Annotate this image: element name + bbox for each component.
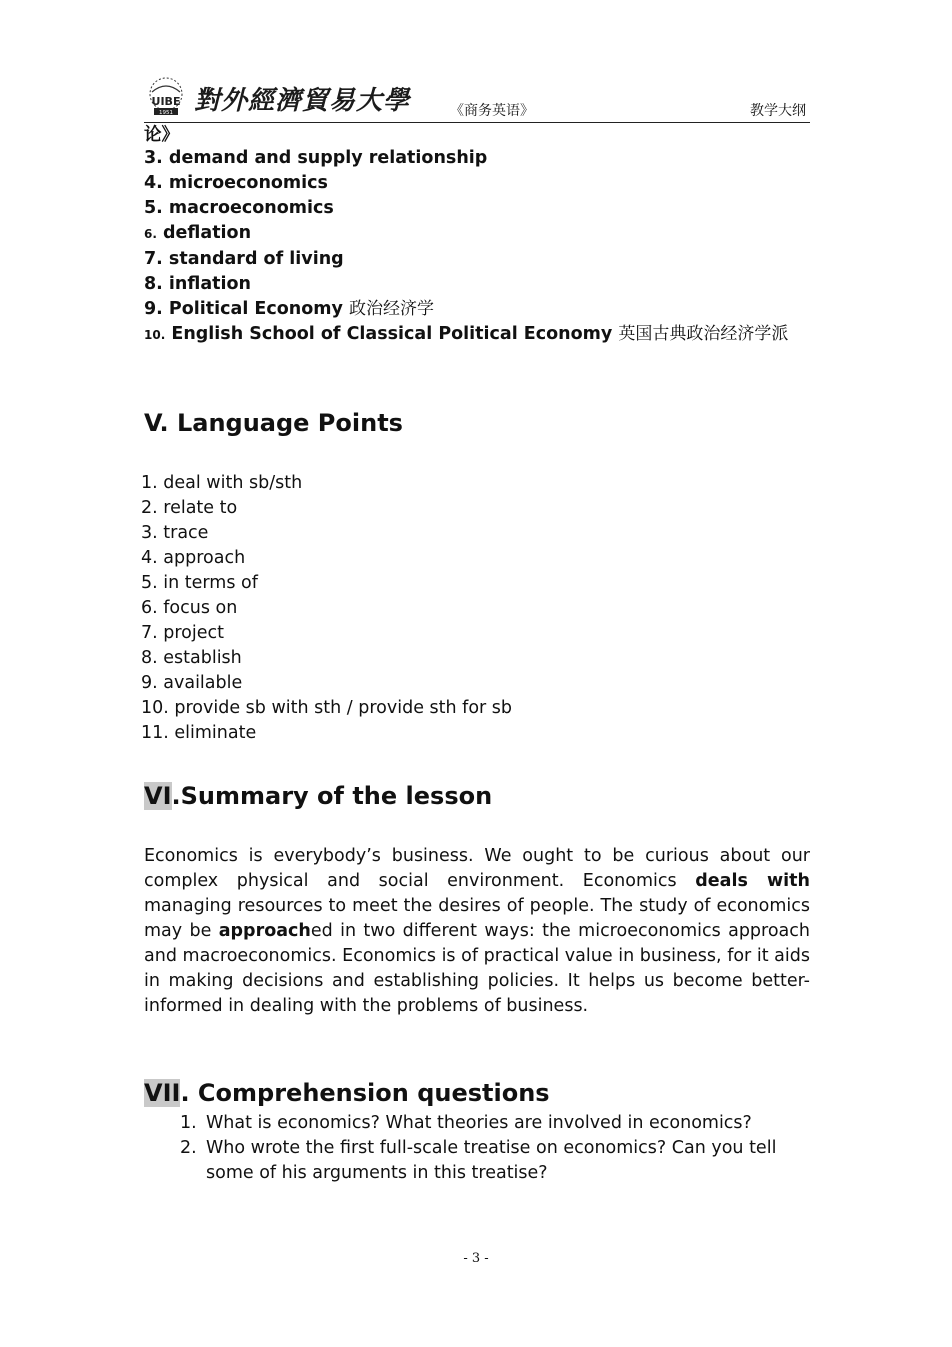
page-number: - 3 - bbox=[463, 1251, 489, 1266]
language-point-item: 9. available bbox=[141, 673, 243, 693]
language-points-list bbox=[141, 471, 810, 746]
term-item: 5. macroeconomics bbox=[144, 198, 334, 218]
term-item: 4. microeconomics bbox=[144, 173, 328, 193]
term-chinese: 英国古典政治经济学派 bbox=[618, 324, 789, 344]
keyword-deals-with: deals with bbox=[695, 871, 811, 891]
summary-heading-number: VI bbox=[144, 782, 172, 810]
term-item: 8. inflation bbox=[144, 274, 252, 294]
language-point-item: 2. relate to bbox=[141, 498, 238, 518]
continuation-text: 论》 bbox=[144, 125, 179, 145]
language-point-item: 4. approach bbox=[141, 548, 246, 568]
keyword-approach: approach bbox=[218, 921, 311, 941]
university-name: 對外經濟貿易大學 bbox=[194, 86, 411, 116]
summary-heading bbox=[144, 782, 810, 810]
comprehension-heading-number: VII bbox=[144, 1079, 181, 1107]
page-header bbox=[144, 74, 810, 123]
document-type: 教学大纲 bbox=[750, 103, 806, 119]
term-item: 10. English School of Classical Political Economy 英国古典政治经济学派 bbox=[144, 324, 789, 344]
course-title: 《商务英语》 bbox=[450, 103, 534, 119]
term-item: 9. Political Economy 政治经济学 bbox=[144, 299, 434, 319]
svg-text:1951: 1951 bbox=[159, 110, 173, 116]
term-chinese: 政治经济学 bbox=[348, 299, 434, 319]
language-point-item: 1. deal with sb/sth bbox=[141, 473, 303, 493]
term-item: 6. deflation bbox=[144, 223, 252, 243]
language-points-heading: V. Language Points bbox=[144, 409, 403, 437]
comprehension-heading bbox=[144, 1079, 810, 1107]
svg-text:UIBE: UIBE bbox=[151, 95, 181, 108]
language-point-item: 3. trace bbox=[141, 523, 209, 543]
term-item: 7. standard of living bbox=[144, 249, 344, 269]
language-point-item: 7. project bbox=[141, 623, 224, 643]
summary-heading-text: .Summary of the lesson bbox=[171, 782, 493, 810]
term-item: 3. demand and supply relationship bbox=[144, 148, 488, 168]
question-item: 2. Who wrote the first full-scale treatise on economics? Can you tell some of his arguments in this treatise? bbox=[180, 1138, 777, 1183]
university-logo bbox=[144, 74, 188, 118]
language-point-item: 11. eliminate bbox=[141, 723, 257, 743]
language-point-item: 5. in terms of bbox=[141, 573, 258, 593]
comprehension-questions-list bbox=[144, 1111, 810, 1186]
page-content bbox=[141, 124, 811, 1186]
summary-paragraph: Economics is everybody’s business. We ought to be curious about our complex physical and social environment. Economics deals with managing resources to meet the desires of people. The study of economics may be approached in two different ways: the microeconomics approach and macroeconomics. Economics is of practical value in business, for it aids in making decisions and establishing policies. It helps us become better-informed in dealing with the problems of business. bbox=[144, 846, 811, 1016]
language-point-item: 6. focus on bbox=[141, 598, 238, 618]
language-point-item: 10. provide sb with sth / provide sth for sb bbox=[141, 698, 513, 718]
terms-list bbox=[144, 146, 810, 348]
language-point-item: 8. establish bbox=[141, 648, 242, 668]
comprehension-heading-text: . Comprehension questions bbox=[180, 1079, 550, 1107]
question-item: 1. What is economics? What theories are involved in economics? bbox=[180, 1113, 752, 1133]
